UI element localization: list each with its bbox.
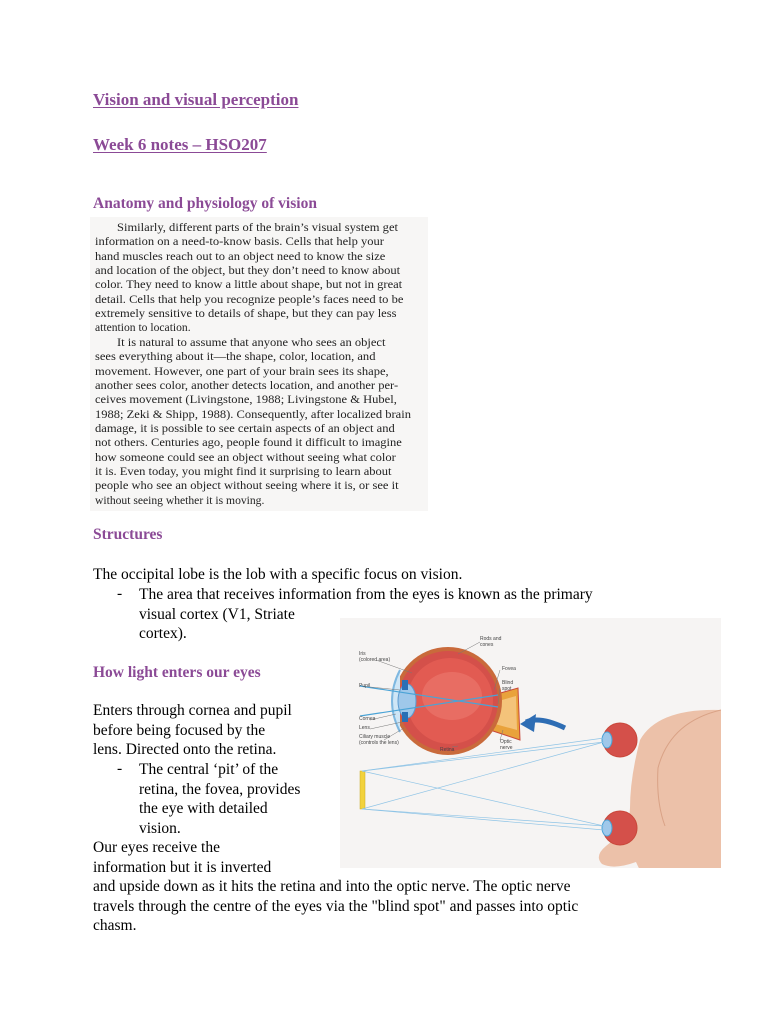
textbook-excerpt-image bbox=[90, 217, 428, 511]
excerpt-line: it is. Even today, you might find it surprising to learn about bbox=[95, 464, 392, 478]
figure-label-retina: Retina bbox=[440, 747, 455, 753]
excerpt-line: It is natural to assume that anyone who sees an object bbox=[117, 335, 386, 349]
figure-label-lens: Lens bbox=[359, 725, 370, 731]
document-title: Vision and visual perception bbox=[93, 90, 299, 109]
excerpt-line: damage, it is possible to see certain aspects of an object and bbox=[95, 421, 395, 435]
light-paragraph-line: Enters through cornea and pupil bbox=[93, 702, 292, 719]
figure-label-blind-spot: Blind spot bbox=[502, 680, 514, 692]
light-bullet-line: vision. bbox=[139, 819, 181, 837]
light-paragraph-line: travels through the centre of the eyes via the "blind spot" and passes into optic bbox=[93, 897, 579, 915]
section-heading-structures: Structures bbox=[93, 526, 163, 543]
light-bullet-dash: - bbox=[117, 760, 123, 777]
light-paragraph-line: lens. Directed onto the retina. bbox=[93, 741, 277, 758]
figure-label-optic-nerve: Optic nerve bbox=[500, 739, 513, 751]
figure-label-iris: Iris (colored area) bbox=[359, 651, 391, 663]
figure-label-cornea: Cornea bbox=[359, 716, 376, 722]
structures-bullet-dash: - bbox=[117, 585, 123, 602]
light-paragraph-line: Our eyes receive the bbox=[93, 839, 220, 856]
excerpt-line: not others. Centuries ago, people found it difficult to imagine bbox=[95, 436, 402, 450]
excerpt-line: 1988; Zeki & Shipp, 1988). Consequently, after localized brain bbox=[95, 407, 411, 421]
figure-label-rods-cones: Rods and cones bbox=[480, 636, 502, 648]
excerpt-line: ceives movement (Livingstone, 1988; Livingstone & Hubel, bbox=[95, 393, 397, 407]
light-paragraph-line: information but it is inverted bbox=[93, 858, 272, 876]
excerpt-line: people who see an object without seeing where it is, or see it bbox=[95, 479, 399, 493]
figure-label-pupil: Pupil bbox=[359, 683, 371, 689]
light-paragraph-line: chasm. bbox=[93, 917, 137, 934]
light-bullet-line: The central ‘pit’ of the bbox=[139, 761, 279, 778]
figure-label-fovea: Fovea bbox=[502, 666, 516, 672]
excerpt-line: hand muscles reach out to an object need to know the size bbox=[95, 249, 386, 263]
figure-label-ciliary: Ciliary muscle (controls the lens) bbox=[359, 734, 399, 746]
light-bullet-line: the eye with detailed bbox=[139, 800, 268, 817]
document-subtitle: Week 6 notes – HSO207 bbox=[93, 135, 267, 154]
structures-bullet-line: cortex). bbox=[139, 625, 187, 642]
excerpt-line: another sees color, another detects location, and another per- bbox=[95, 378, 399, 392]
section-heading-anatomy: Anatomy and physiology of vision bbox=[93, 195, 317, 212]
excerpt-line: extremely sensitive to details of shape, but they can pay less bbox=[95, 307, 397, 321]
section-heading-light: How light enters our eyes bbox=[93, 664, 261, 681]
structures-bullet-line: visual cortex (V1, Striate bbox=[139, 605, 295, 623]
light-bullet-line: retina, the fovea, provides bbox=[139, 780, 301, 798]
eye-anatomy-figure bbox=[340, 618, 721, 868]
excerpt-line: without seeing whether it is moving. bbox=[95, 493, 265, 507]
light-paragraph-line: and upside down as it hits the retina and into the optic nerve. The optic nerve bbox=[93, 878, 571, 895]
excerpt-line: movement. However, one part of your brain sees its shape, bbox=[95, 364, 389, 378]
structures-intro: The occipital lobe is the lob with a specific focus on vision. bbox=[93, 566, 463, 583]
excerpt-line: and location of the object, but they don’t need to know about bbox=[95, 264, 401, 278]
excerpt-line: information on a need-to-know basis. Cells that help your bbox=[95, 235, 384, 249]
excerpt-line: Similarly, different parts of the brain’s visual system get bbox=[117, 221, 398, 234]
light-paragraph-line: before being focused by the bbox=[93, 721, 266, 739]
excerpt-line: detail. Cells that help you recognize people’s faces need to be bbox=[95, 292, 404, 306]
structures-bullet-line: The area that receives information from the eyes is known as the primary bbox=[139, 586, 593, 603]
excerpt-line: attention to location. bbox=[95, 321, 191, 335]
excerpt-line: color. They need to know a little about shape, but not in great bbox=[95, 278, 403, 292]
excerpt-line: sees everything about it—the shape, color, location, and bbox=[95, 350, 376, 364]
excerpt-line: how someone could see an object without seeing what color bbox=[95, 450, 396, 464]
